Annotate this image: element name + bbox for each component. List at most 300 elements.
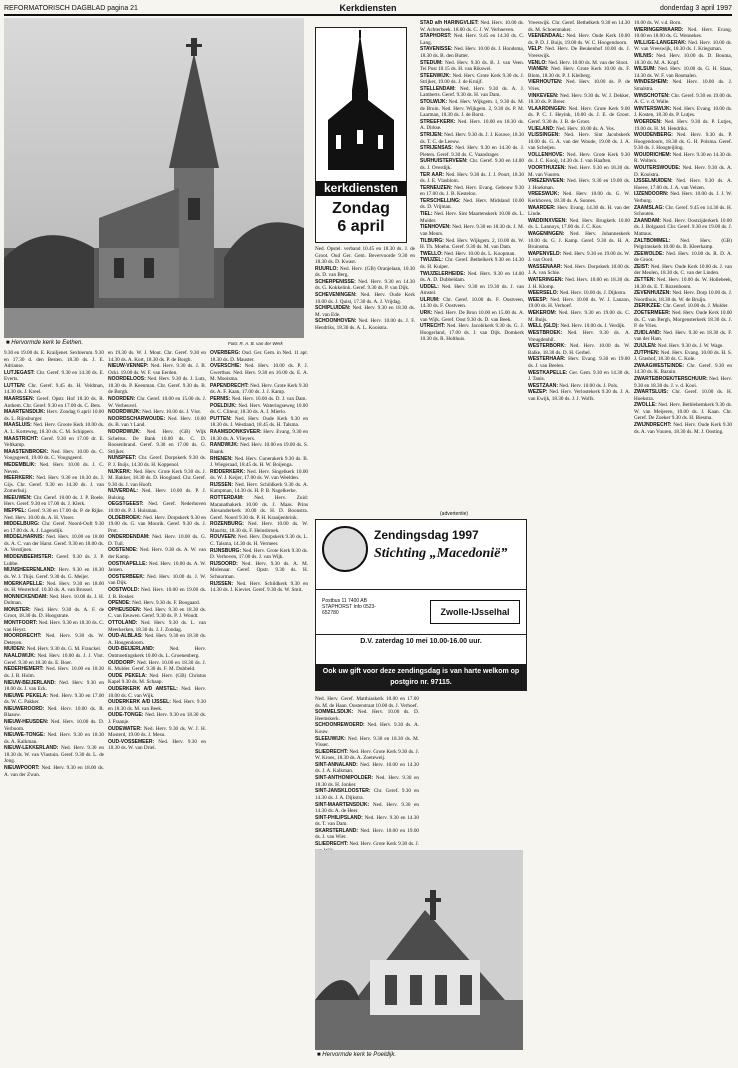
service-text: Ned. Herv. 9.30 ds. B. J. van Veen. Tei Post 10.15 ds. H. van Rikswel. (420, 59, 525, 73)
listing-entry (420, 323, 524, 343)
place-name: STEENWIJK: (420, 72, 451, 79)
ad-date: D.V. zaterdag 10 mei 10.00-16.00 uur. (316, 634, 526, 648)
listing-entry (528, 33, 630, 46)
service-text: Chr. Geref. Dorpskerk 9.30 ds. P. J. Buijs, 14.30 ds. H. Koppenol. (108, 455, 207, 468)
service-text: Ned. Herv. 9.30 en 19.00 ds. C. M. Buijs. (528, 310, 630, 323)
service-text: Ned. Herv. Sint Jacobskerk 10.00 ds. G. A. van der Woude, 19.00 ds. J. A. van Scheijen. (528, 132, 630, 152)
service-text: Ned. Herv. 10.00 ds. C. van Wijk. (108, 686, 206, 699)
service-text: Ned. Herv. Groote Kerk 10.00 ds. A. L. Korteweg, 18.30 ds. C. M. Schippers. (4, 422, 105, 435)
listing-entry (634, 66, 732, 79)
service-text: Ned. Herv. 9.30 en 18.30 ds. A. Kalkman. (4, 732, 105, 745)
listing-entry (4, 462, 104, 475)
service-text: Ned. Herv. 9.30 en 18.00 ds. J. van Eck. (4, 679, 105, 692)
place-name: STAVENISSE: (420, 46, 453, 53)
place-name: UDDEL: (420, 283, 439, 290)
listing-entry (315, 266, 415, 279)
service-text: Ned. Herv. Midsland 10.00 ds. D. Vrijman. (420, 197, 525, 211)
service-text: Ned. Herv. Evang. 10.00 ds. H. S. J. Grashof, 18.30 ds. C. Kole. (634, 349, 733, 363)
service-text: Ned. Herv. Grote Kerk 9.30 ds. D. Verhoven, 17.00 ds. J. van Wijk. (210, 547, 308, 561)
place-name: WEZEP: (528, 389, 548, 396)
place-name: MOORDRECHT: (4, 633, 42, 640)
place-name: MAASLUIS: (4, 422, 32, 429)
listing-entry (315, 775, 419, 788)
service-text: Chr. Geref. 9.30 en 14.30 ds. K. Bazuin. (634, 362, 732, 376)
service-text: Ned. Herv. Schildkerk 9.30 en 14.30 ds. J. Kieviet. Geref. 9.30 ds. W. Smit. (210, 580, 309, 593)
place-name: ZWARTEBROEK/TERSCHUUR: (634, 376, 708, 383)
place-name: RAAMSDONKSVEER: (210, 429, 262, 436)
place-name: OUDEWATER: (108, 725, 142, 732)
place-name: VEENENDAAL: (528, 33, 565, 40)
listing-entry (634, 191, 732, 204)
service-text: Ned. Herv. Ontmoetingskerk 10.00 ds. L. Groenenberg. (108, 646, 206, 659)
listing-entry (108, 376, 206, 396)
listing-entry (634, 350, 732, 363)
place-name: STRIJENSAS: (420, 145, 454, 152)
ad-title: Zendingsdag 1997 (374, 528, 479, 542)
listing-entry (315, 696, 419, 709)
service-text: Ned. Herv. 9.30 ds. W. Deteyen. (4, 633, 104, 646)
place-name: ZOETERMEER: (634, 310, 671, 317)
place-name: MAASTRICHT: (4, 435, 39, 442)
service-text: Ned. Herv. Grote Kerk 10.00 ds. F. Blom, 18.30 ds. P. J. Kleiberg. (528, 66, 631, 79)
ad-region: Zwolle-IJsselhal (430, 600, 520, 624)
service-text: Ned. Herv. 9.30 ds. J. W. Wage. (657, 343, 724, 349)
service-text: Ned. Herv. 9.30 ds. A. F. de Groot, 18.30 ds. D. Hoogstrate. (4, 606, 104, 620)
service-text: Ned. Herv. 9.30 ds. J. J. Poort, 18.30 ds. J. E. Vlasblom. (420, 171, 524, 185)
listing-entry (108, 455, 206, 468)
listing-entry (634, 106, 732, 119)
service-text: Geref. Opstr. Hof 18.30 ds. R. Anthem. Chr. Geref. 9.30 en 17.00 ds. C. Bets. (4, 396, 105, 409)
listing-entry (420, 132, 524, 145)
service-text: Ned. Herv. (GB) Pelgrimskerk 10.00 ds. B. Kleerkamp. (634, 237, 732, 250)
place-name: ZUIDLAND: (634, 329, 662, 336)
listing-entry (315, 246, 415, 266)
header-left: REFORMATORISCH DAGBLAD pagina 21 (4, 4, 138, 12)
service-text: Chr. Geref. 10.00 ds. J. P. Boele. Herv. Geref. 9.30 en 17.00 ds. J. Klerk. (4, 494, 105, 508)
service-text: Ned. Herv. 9.30 en 18.30 ds. A. Hoogendoorn. (108, 633, 207, 646)
place-name: ZWAAGWESTEINDE: (634, 362, 684, 369)
church-photo-graphic (4, 18, 304, 338)
listing-entry (420, 73, 524, 86)
place-name: ZALTBOMMEL: (634, 237, 671, 244)
listing-entry (315, 736, 419, 749)
service-text: Ned. Herv. 10.00 en 14.30 ds. J. A. Kalkman. (315, 761, 419, 775)
place-name: STOLWIJK: (420, 99, 448, 106)
place-name: WOERDEN: (634, 119, 662, 125)
place-name: MIDDELBURG: (4, 521, 40, 528)
service-text: Ned. Geref. Nederhoven 10.00 ds. P. J. Huisman. (108, 501, 206, 514)
service-text: Ned. Herv. 9.30 en 18.00 ds. A. van der Zwan. (4, 765, 104, 778)
service-text: 10.00 ds. W. v.d. Born. (634, 20, 682, 26)
listing-entry (634, 363, 732, 376)
listing-entry (528, 389, 630, 402)
service-text: Ned. Herv. 10.00 ds. J. Pols. (559, 382, 619, 389)
listing-entry (634, 218, 732, 238)
place-name: MONTFOORT: (4, 620, 38, 627)
service-text: Ned. Herv. 10.00 ds. J. W. van Dijk. (108, 573, 207, 587)
place-name: VOORTHUIZEN: (528, 165, 567, 172)
place-name: SINT-PHILIPSLAND: (315, 814, 363, 821)
service-text: Ned. Herv. 9.30 en 18.30 ds. W. van Vlastuin. Geref. 9.30 ds. L. de Jong. (4, 745, 105, 765)
service-text: Ned. Herv. 10.00 ds. D. J. van Dam. (231, 396, 307, 403)
service-text: Ned. Herv. 9.30 ds. J. Lutz, 18.30 ds. P. Keenman. Chr. Geref. 9.30 ds. B. de Borgh. (108, 376, 206, 396)
listing-entry (315, 722, 419, 735)
caption-bullet-icon: ■ (317, 1052, 323, 1058)
service-text: Ned. Herv. Cunerakerk 9.30 ds. B. J. Wiegeraad, 18.45 ds. H. W. Boijenga. (210, 455, 308, 468)
listing-entry (420, 211, 524, 224)
listing-entry (4, 495, 104, 508)
place-name: SOMMELSDIJK: (315, 709, 354, 716)
service-text: Ned. Herv. Oude Kerk 9.30 en 18.30 ds. J. Westland, 18.45 ds. H. Talsma. (210, 415, 308, 429)
place-name: SINT-ANTHONIPOLDER: (315, 775, 374, 782)
listing-entry (634, 238, 732, 251)
service-text: Ned. Herv. Grote Kerk 9.30 ds. J. (349, 841, 419, 848)
place-name: VENLO: (528, 59, 547, 66)
service-text: Ned. Herv. 10.00 ds. P. de Vries. (528, 79, 631, 92)
listing-entry (108, 501, 206, 514)
service-text: Ned. Opstel. verband 10.45 en 18.30 ds. J. de Groot. Oud Ger. Gem. Bevervoorde 9.30 en 18.30 ds. D. Kwast. (315, 246, 415, 265)
listing-entry (4, 350, 104, 370)
listing-column-5 (528, 20, 630, 1062)
listing-entry (634, 330, 732, 343)
church-logo (316, 30, 406, 180)
place-name: NIEUWEROORD: (4, 705, 45, 712)
place-name: OOSTKAPELLE: (108, 560, 148, 567)
service-text: Ned. Herv. Brugkerk 10.00 ds. L. Lannoys, 17.00 ds. J. C. Kos. (528, 217, 630, 231)
service-text: Ned. Herv. 10.00 ds. J. Smalstra. (634, 79, 733, 92)
place-name: VELP: (528, 46, 543, 53)
kerkdiensten-day: Zondag (332, 200, 390, 217)
listing-entry (4, 620, 104, 633)
service-text: Ned. Herv. 10.00 en 19.00 ds. J. van Wier. (315, 827, 420, 841)
place-name: OUD-VOSSEMEER: (108, 738, 155, 745)
place-name: NOORDELOOS: (108, 376, 146, 383)
service-text: Ned. Herv. 10.00 ds. P. J. Gwerthus. Ned. Herv. 9.30 en 16.00 ds. E. A. M. Mooisma. (210, 363, 308, 383)
place-name: MEPPEL: (4, 508, 27, 515)
service-text: Ned. Herv. 9.30 ds. F. Boogaard. (132, 600, 201, 607)
place-name: NOORDSCHARWOUDE: (108, 415, 166, 422)
service-text: Ned. Herv. 10.00 ds. R. D. A. de Groot. (634, 250, 733, 264)
place-name: ROZENBURG: (210, 521, 244, 528)
place-name: OOSTENDE: (108, 547, 138, 554)
listing-entry (634, 303, 732, 310)
listing-entry (315, 828, 419, 841)
place-name: STELLENDAM: (420, 85, 456, 92)
listing-entry (528, 231, 630, 251)
place-name: SKARSTERLAND: (315, 827, 359, 834)
service-text: Ned. Herv. 9.30 en 18.30 ds. J. Gijs. Chr. Geref. 9.30 en 14.30 ds. J. van Zomerhuij. (4, 475, 105, 495)
listing-entry (420, 20, 524, 33)
service-text: Ned. Herv. 9.30 en 18.00 ds. H. Westerhof. 10.30 ds. A. van Brussel. (4, 580, 105, 593)
listing-entry (4, 680, 104, 693)
listing-entry (4, 508, 104, 521)
ad-banner: Ook uw gift voor deze zendingsdag is van harte welkom op postgiro nr. 97115. (316, 664, 526, 690)
listing-entry (528, 323, 630, 330)
service-text: Ned. Herv. 9.30 ds. L. van Meerkerken, 18.30 ds. J. J. Zondag. (108, 620, 206, 633)
service-text: Herv. Evang. 9.30 en 18.30 ds. A. Vlieyers. (210, 429, 309, 442)
service-text: Ned. Herv. Johanneskerk 10.00 ds. G. J. Kamp. Geref. 9.30 ds. H. A. Bruinsma. (528, 231, 630, 250)
place-name: NIJKERK: (108, 468, 132, 475)
place-name: MUIDEN: (4, 646, 26, 653)
listing-entry (210, 363, 308, 383)
listing-column-1 (4, 350, 104, 1062)
service-text: Geref. 9.30 en 17.00 ds. P. de Rijke. Ned. Herv. 10.00 ds. A. H. Visser. (4, 508, 105, 521)
place-name: TWIJZELERHEIDE: (420, 270, 466, 277)
service-text: Ned. Herv. 9.30 en 18.30 ds. C. van Eeuwen. Geref. 9.30 ds. P. J. Woudt. (108, 606, 207, 620)
place-name: VLISSINGEN: (528, 132, 560, 139)
service-text: Ned. Herv. 10.00 ds. D. Heemskerk. (315, 709, 419, 722)
listing-entry (315, 305, 415, 318)
service-text: Vreeswijk. Chr. Geref. Bethelkerk 9.30 en 14.30 ds. M. Schoenmaker. (528, 20, 630, 33)
service-text: Ned. Herv. (GB) Oranjelaan, 10.30 ds. D. van Berg. (315, 265, 415, 279)
listing-entry (634, 132, 732, 152)
place-name: ZWARTSLUIS: (634, 389, 669, 396)
ad-org: Stichting „Macedonië” (374, 546, 508, 561)
ad-top (316, 520, 526, 590)
photo-caption-bottom: ■ Hervormde kerk te Poeldijk. (317, 1052, 396, 1058)
listing-entry (4, 666, 104, 679)
listing-entry (108, 350, 206, 363)
listing-entry (634, 402, 732, 422)
listing-entry (420, 224, 524, 237)
service-text: Chr. Geref. 10.00 ds. F. Oostveen, 14.30 ds. F. Oostveen. (420, 296, 524, 310)
service-text: Ned. Herv. 10.00 ds. D. Verboom. (4, 719, 104, 732)
service-text: Ned. Herv. 10.00 ds. G. W. Kerkhoven, 18.30 ds. A. Sonnes. (528, 191, 631, 204)
service-text: Ned. Herv. Grote Kerk 9.30 ds. J. W. Kroes, 18.30 ds. A. Zoeteweij. (315, 748, 419, 762)
place-name: VRIEZENVEEN: (528, 178, 565, 185)
listing-entry (634, 264, 732, 277)
place-name: NIEUW-BEIJERLAND: (4, 679, 56, 686)
listing-entry (108, 686, 206, 699)
listing-entry (108, 726, 206, 739)
place-name: OPENDE: (108, 600, 131, 607)
service-text: Ned. Herv. Wijkgem. 1, 9.30 ds. M. de Bruin. Ned. Herv. Wijkgem. 2, 9.30 ds. P. M. Laarman, 18.30 ds. J. de Borst. (420, 99, 524, 119)
place-name: MEDEMBLIK: (4, 462, 36, 468)
service-text: Herv. Evang. 14.30 ds. H. van der Linde. (528, 204, 630, 218)
service-text: Chr. Geref. 10.00 ds. J. Mulder. (663, 303, 729, 310)
place-name: WASSENAAR: (528, 263, 563, 270)
service-text: Ned. Herv. 9.30 en 18.30 ds. J. Fraanje. (108, 712, 207, 725)
service-text: Geref. 9.30 ds. J. P. Lubbe. (4, 554, 105, 567)
service-text: Ned. Herv. Evang. Gebouw 9.30 en 17.00 ds. J. B. Kesteloo. (420, 184, 524, 198)
listing-entry (315, 762, 419, 775)
place-name: OTTOLAND: (108, 620, 138, 627)
listing-entry (210, 534, 308, 547)
place-name: NIEUWE-TONGE: (4, 732, 46, 739)
listing-entry (210, 521, 308, 534)
listing-entry (4, 594, 104, 607)
service-text: Ned. Herv. 9.30 en 18.30 ds. W. van Driel. (108, 738, 206, 752)
service-text: Ned. Herv. 10.00 ds. W. Achterbeek. 18.00 ds. C. J. W. Verhoeven. (420, 20, 524, 33)
service-text: Ned. Herv. 9.30 en 18.30 ds. M. van Vuuren. (528, 165, 631, 178)
listing-entry (4, 383, 104, 396)
place-name: NOORDWIJK: (108, 429, 141, 436)
listing-entry (528, 310, 630, 323)
section-title: Kerkdiensten (339, 3, 397, 13)
listing-entry (108, 587, 206, 600)
listing-entry (108, 633, 206, 646)
place-name: WEESP: (528, 296, 548, 303)
photo-credit: Foto: R. A. B. van der Werk (228, 341, 283, 346)
listing-entry (108, 515, 206, 535)
place-name: NIJVERDAL: (108, 488, 139, 495)
listing-entry (634, 376, 732, 389)
listing-entry (108, 574, 206, 587)
place-name: OPHEUSDEN: (108, 606, 142, 613)
service-text: Ned. Herv. 9.30 en 14.30 ds. G. Kokkelink. Geref. 9.30 ds. P. van Dijk. (315, 278, 415, 292)
place-name: TERSCHELLING: (420, 197, 461, 204)
listing-entry (4, 646, 104, 653)
service-text: Ned. Herv. 9.30 en 14.30 ds. R. Wolters. (634, 151, 732, 165)
listing-entry (420, 60, 524, 73)
listing-entry (634, 178, 732, 191)
listing-entry (634, 310, 732, 330)
service-text: Ned. Herv. 10.00 ds. L. Koopman. (444, 250, 516, 257)
place-name: NUNSPEET: (108, 455, 137, 462)
service-text: Ned. Herv. 9.30 en 14.30 ds. J. Pieters. Geref. 9.30 ds. C. Vaandrager. (420, 145, 525, 158)
listing-entry (210, 482, 308, 495)
place-name: MONNICKENDAM: (4, 593, 48, 600)
listing-entry (528, 191, 630, 204)
service-text: Ned. Herv. 10.00 ds. W. Mauritz, 18.30 ds. F. Heinsbroek. (210, 521, 308, 534)
service-text: Ger. Gem. 9.30 en 14.30 ds. J. Tanis. (528, 369, 630, 383)
place-name: STREEFKERK: (420, 118, 456, 125)
listing-entry (528, 343, 630, 356)
listing-entry (4, 409, 104, 422)
place-name: WATERINGEN: (528, 277, 564, 284)
photo-caption-left: ■ Hervormde kerk te Eethen. (6, 340, 83, 346)
place-name: SLIEDRECHT: (315, 748, 349, 755)
place-name: ZIERIKZEE: (634, 303, 662, 310)
service-text: Ned. Herv. Sint Maartenskerk 10.00 ds. L. Mulder. (420, 211, 525, 224)
service-text: Ned. Herv. 9.30 en 14.30 ds. A. de Heer. (315, 801, 420, 814)
service-text: en 19.30 ds. W. J. Mout. Chr. Geref. 9.30 en 14.30 ds. A. Kort, 18.30 ds. P. de Borgh. (108, 350, 206, 363)
listing-entry (420, 119, 524, 132)
listing-entry (420, 297, 524, 310)
kerkdiensten-date: 6 april (337, 218, 385, 235)
listing-entry (634, 165, 732, 178)
place-name: IJZENDOORN: (634, 191, 669, 198)
service-text: Chr. Geref. Bethelkerk 9.30 en 14.30 ds. H. Kuiper. (420, 257, 524, 270)
place-name: PAPENDRECHT: (210, 382, 249, 389)
service-text: 9.30 en 19.00 ds. E. Krailjenet. Sexbierum. 9.30 en 17.30 d. den Besten. 18.30 ds. J. E. Adrianse. (4, 350, 104, 369)
listing-entry (528, 66, 630, 79)
listing-entry (634, 205, 732, 218)
place-name: NIEUW-HEUSDEN: (4, 719, 49, 726)
place-name: ROTTERDAM: (210, 495, 244, 502)
place-name: NEDERHEMERT: (4, 666, 44, 673)
service-text: Ned. Herv. Grote Kerk 9.30 ds. A. F. Kaan, 17.00 ds. J. J. Kamp. (210, 382, 309, 396)
listing-entry (420, 271, 524, 284)
service-text: Ned. Herv. 9.30 ds. W. J. H. Mosterd, 19.00 ds. J. Mesu. (108, 725, 206, 739)
service-text: Ned. Herv. 9.30 ds. A. Kouw. (315, 722, 420, 735)
service-text: Ned. Herv. 10.00 en 18.00 ds. A. C. van der Harst. Geref. 9.30 en 18.00 ds. A. Verstijnen. (4, 534, 105, 554)
place-name: ZWIJNDRECHT: (634, 422, 672, 429)
place-name: WOUTERSWOUDE: (634, 165, 681, 172)
service-text: Chr. Geref. Noord-Ooft 9.30 en 17.00 ds. A. J. Lagendijk. (4, 521, 105, 534)
place-name: MIJNSHEERENLAND: (4, 567, 56, 574)
place-name: WIERINGERWAARD: (634, 26, 684, 33)
service-text: Ned. Herv. 10.00 ds. R. Blaauw. (4, 705, 105, 719)
place-name: WAGENINGEN: (528, 231, 565, 237)
place-name: WEERSELO: (528, 290, 559, 297)
place-name: WAPENVELD: (528, 250, 562, 257)
place-name: VINKEVEEN: (528, 92, 559, 99)
listing-entry (528, 383, 630, 390)
service-text: Ned. Herv. Geref. Matthiaskerk 10.00 en 17.00 ds. M. de Haan. Oosterstraat 10.00 ds. J. Verhoef. (315, 696, 419, 709)
service-text: Ned. Herv. Oude Kerk 10.00 ds. P. D. J. Buijs, 19.00 ds. W. C. Hoogendoorn. (528, 33, 630, 46)
place-name: WESTKAPELLE: (528, 369, 568, 376)
listing-entry (210, 383, 308, 396)
place-name: MAASTENBROEK: (4, 448, 49, 455)
service-text: Ned. Herv. 9.30 en 18.30 ds. J. M. van Meurs. (420, 224, 524, 237)
service-text: Chr. Geref. 9.30 en 19.00 ds. A. C. v. d. Walle. (634, 92, 732, 106)
place-name: NIEUW-VENNEP: (108, 363, 149, 370)
service-text: Oud. Ger. Gem. in Ned. 11 apr. 18.30 ds. D. Mauster. (210, 350, 308, 363)
service-text: Geref. 9.30 en 17.00 dr. E. Veltkamp. (4, 435, 105, 449)
place-name: WOUDRICHEM: (634, 151, 672, 158)
page-header (4, 2, 732, 14)
ad-label: (advertentie) (440, 511, 469, 517)
place-name: STEDUM: (420, 59, 443, 66)
service-text: Ned. Herv. 10.00 ds. W. van Vreeswijk, 18.30 ds. J. Kriegsman. (634, 39, 733, 53)
place-name: MAARSSEN: (4, 396, 35, 403)
service-text: Ned. Herv. Oude Kerk 9.30 ds. A. van Vuuren, 18.30 ds. M. J. Oosting. (634, 422, 733, 435)
place-name: WELL (GLD): (528, 323, 560, 330)
listing-entry (528, 126, 630, 133)
listing-entry (420, 257, 524, 270)
listing-entry (420, 172, 524, 185)
service-text: Ned. Herv. Evang. 10.00 ds. J. Kosten, 18.30 ds. P. Lutjes. (634, 105, 733, 119)
place-name: WESTBROEK: (528, 330, 563, 336)
listing-entry (420, 99, 524, 119)
service-text: Ned. Herv. Dorp 10.00 ds. J. Noordhuis, 18.30 ds. W. de Bruijn. (634, 290, 733, 303)
place-name: ZAAMSLAG: (634, 204, 664, 211)
place-name: SLEEUWIJK: (315, 735, 346, 742)
place-name: RUURLO: (315, 265, 339, 272)
place-name: ZEIST: (634, 263, 650, 270)
place-name: WESTERHAAR: (528, 356, 566, 363)
place-name: VOLLENHOVE: (528, 151, 565, 158)
listing-entry (634, 119, 732, 132)
service-text: Ned. Herv. Zuid: Maranathakerk 10.00 ds. J. Maas. Prins Alexanderkerk 10.00 ds. H. D. Boonstra. Geref. Noord 9.30 ds. P. H. Kraaijenbrink. (210, 495, 308, 521)
service-text: Chr. Geref. 9.45 ds. H. Veldman, 14.30 ds. J. Kreel. (4, 382, 104, 396)
service-text: Ned. Herv. Verlostekerk 9.30 ds. J. A. van Ewijk, 18.30 ds. J. J. Wolfs. (528, 389, 631, 402)
service-text: Ned. Herv. Oude Kerk 10.00 ds. J. Quist, 17.30 ds. A. J. Vrijdag. (315, 292, 415, 305)
service-text: Ned. Herv. 10.00 ds. G. H. Slaas, 14.30 ds. W. F. van Rosmalen. (634, 66, 732, 79)
place-name: RHENEN: (210, 455, 233, 462)
listing-entry (108, 620, 206, 633)
service-text: Ned. Herv. 10.00 ds. J. Hondsma, 18.30 ds. B. den Butter. (420, 46, 524, 59)
place-name: SLIEDRECHT: (315, 841, 349, 848)
place-name: ZAANDAM: (634, 217, 661, 224)
stichting-logo-icon (322, 526, 368, 572)
service-text: Ned. Herv. 10.00 ds. J. Vlot. (142, 409, 202, 416)
service-text: Ned. Herv. 10.00 ds. D. Bouma, 18.30 ds. M. A. Kopf. (634, 53, 732, 66)
place-name: WEKEROM: (528, 310, 557, 317)
service-text: Ned. Herv. 10.00 ds. J. Dijkstra. (559, 290, 627, 297)
listing-entry (108, 534, 206, 547)
header-date: donderdag 3 april 1997 (659, 4, 732, 12)
listing-entry (4, 581, 104, 594)
ad-mid (316, 590, 526, 636)
place-name: PERNIS: (210, 396, 231, 403)
service-text: Ned. Herv. Schildkerk 9.30 ds. A. Kampman, 14.30 ds. H. P. B. Nagelkerke. (210, 481, 308, 495)
listing-entry (528, 218, 630, 231)
listing-entry (634, 40, 732, 53)
service-text: Ned. Herv. 9.30 en 14.00 ds. A. D. Dubbeldam. (420, 270, 524, 284)
service-text: Ned. Herv. 10.00 en 18.30 ds. J. K. Mulder. Geref. 9.30 ds. F. M. Dubbeld. (108, 659, 206, 673)
